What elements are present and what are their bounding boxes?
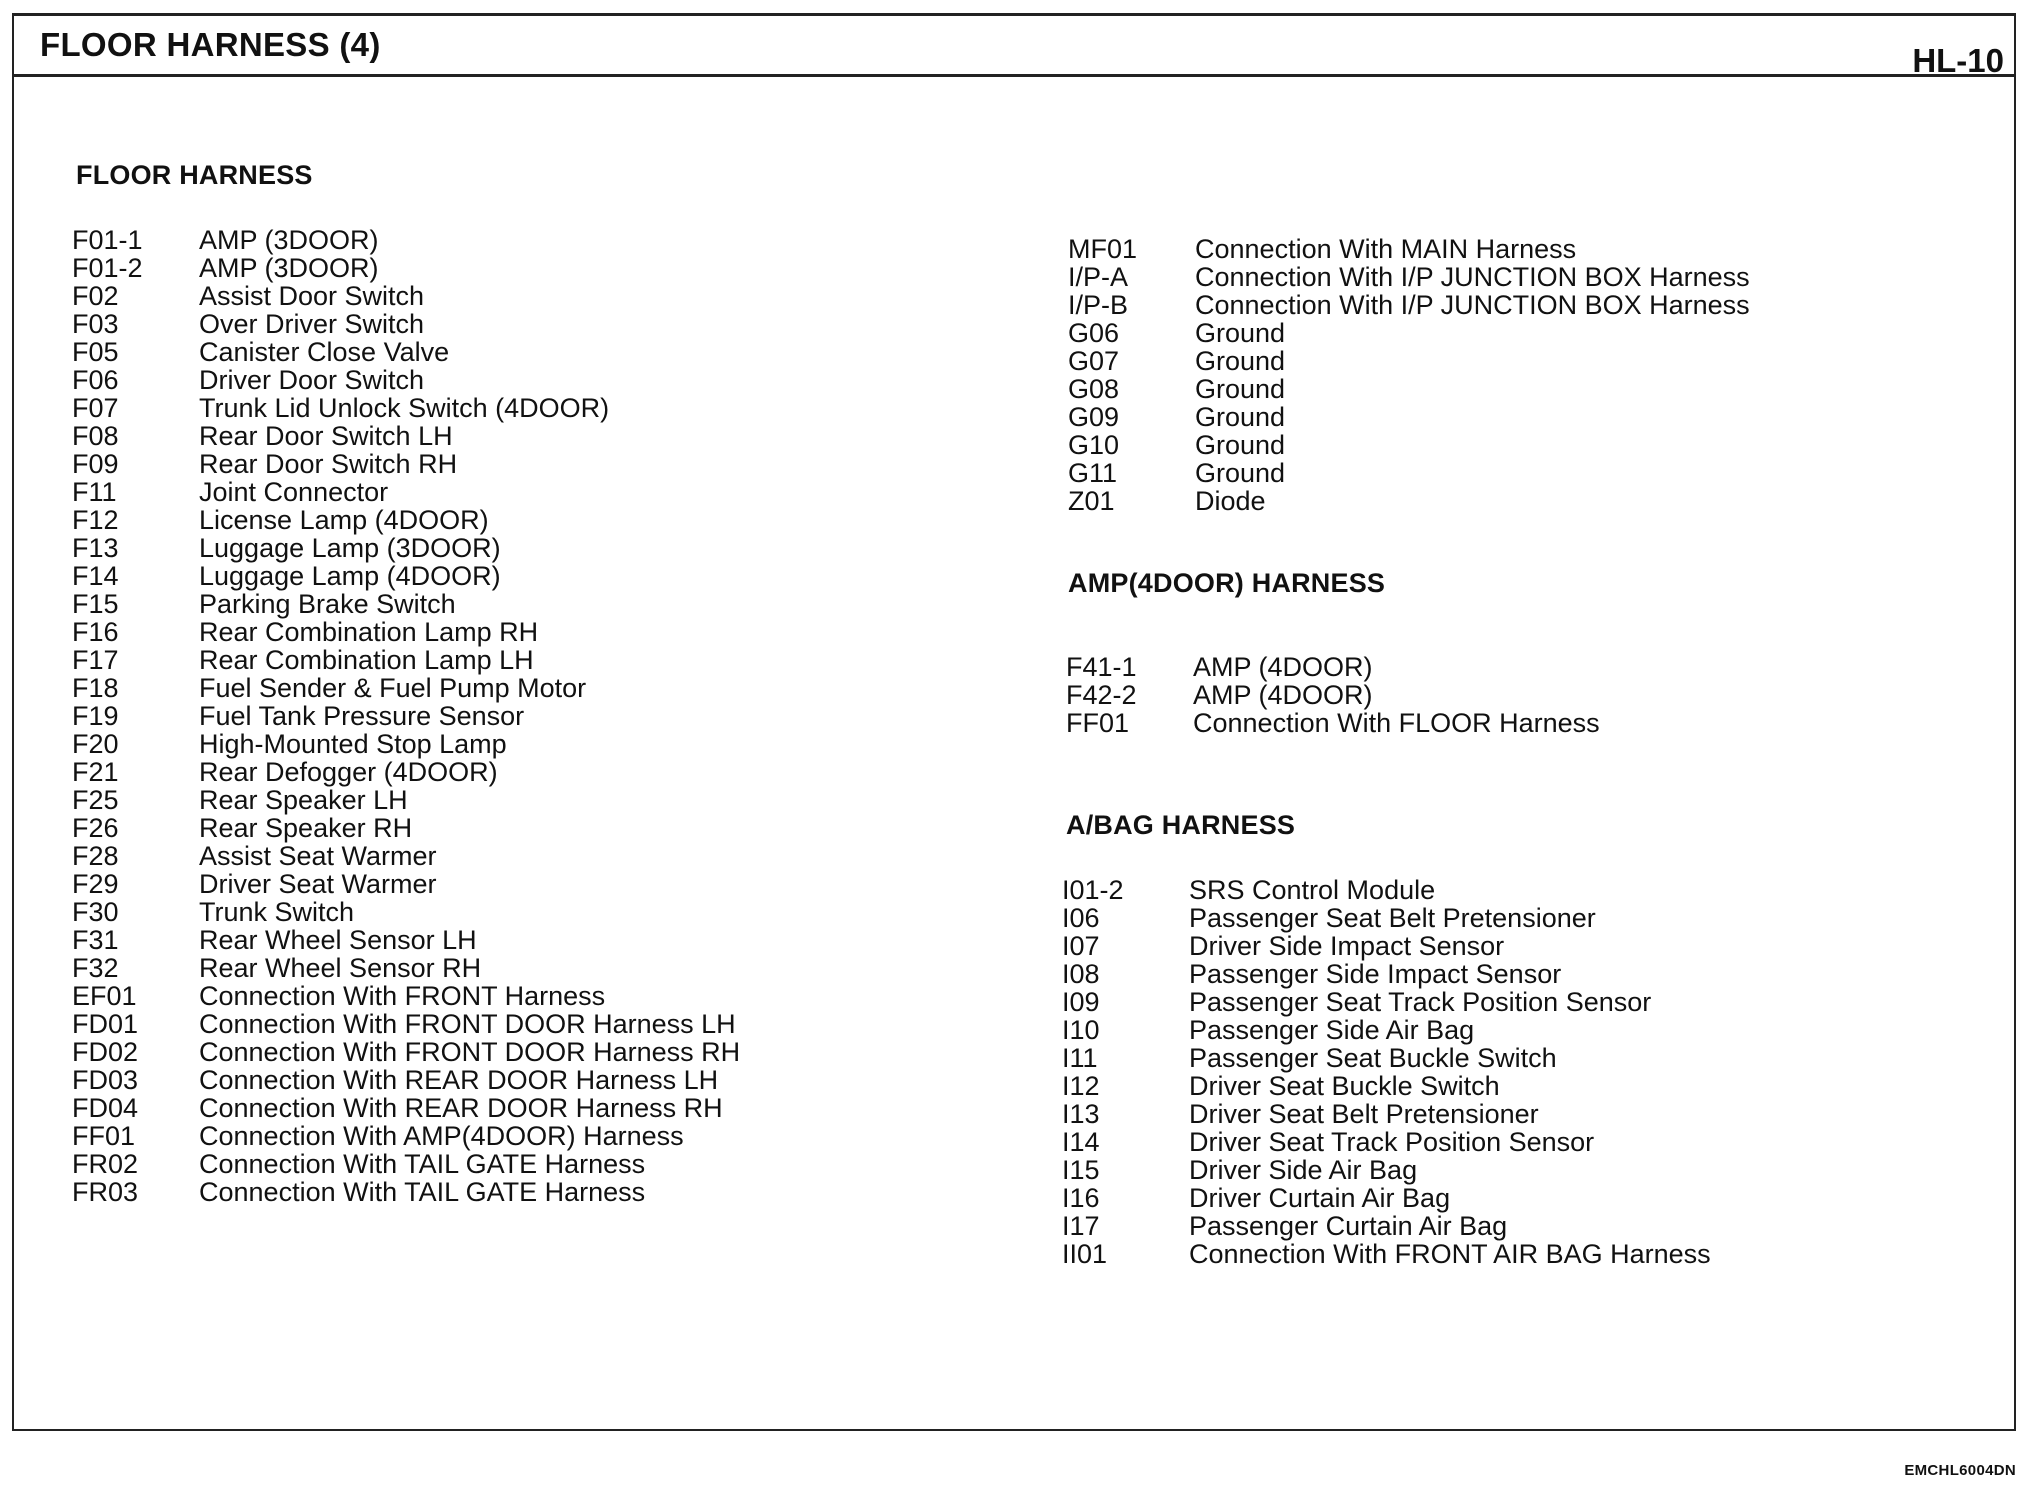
connector-code: G06 [1068, 318, 1120, 348]
connector-description: Passenger Seat Belt Pretensioner [1189, 903, 1596, 933]
connector-code: I14 [1062, 1127, 1100, 1157]
connector-description: Passenger Seat Track Position Sensor [1189, 987, 1652, 1017]
connector-row [72, 478, 740, 506]
connector-row [72, 758, 740, 786]
connector-description: Rear Wheel Sensor RH [199, 953, 482, 983]
connector-description: Driver Seat Buckle Switch [1189, 1071, 1500, 1101]
floor-harness-list [72, 226, 740, 1206]
connector-row [72, 366, 740, 394]
connector-description: Driver Door Switch [199, 365, 425, 395]
connector-code: F06 [72, 365, 119, 395]
connector-row [1068, 319, 1750, 347]
connector-description: Connection With FRONT DOOR Harness RH [199, 1037, 741, 1067]
connector-code: F11 [72, 477, 117, 507]
connector-code: F15 [72, 589, 119, 619]
connector-description: Rear Defogger (4DOOR) [199, 757, 498, 787]
connector-description: Canister Close Valve [199, 337, 450, 367]
connector-row [1068, 403, 1750, 431]
connector-description: AMP (4DOOR) [1193, 680, 1373, 710]
connector-row [1068, 431, 1750, 459]
connector-row [72, 898, 740, 926]
connector-row [72, 702, 740, 730]
connector-code: F26 [72, 813, 119, 843]
connector-description: Connection With FRONT Harness [199, 981, 606, 1011]
connector-code: I07 [1062, 931, 1100, 961]
connector-code: F17 [72, 645, 119, 675]
connector-row [1062, 932, 1711, 960]
abag-harness-list [1062, 876, 1711, 1268]
connector-code: F20 [72, 729, 119, 759]
connector-description: Connection With FLOOR Harness [1193, 708, 1600, 738]
connector-row [72, 450, 740, 478]
connector-code: I16 [1062, 1183, 1100, 1213]
connector-row [1062, 1072, 1711, 1100]
connector-row [72, 1010, 740, 1038]
connector-row [72, 590, 740, 618]
connector-row [1068, 291, 1750, 319]
connector-row [72, 814, 740, 842]
connector-description: Connection With FRONT AIR BAG Harness [1189, 1239, 1711, 1269]
connector-description: Assist Seat Warmer [199, 841, 437, 871]
connector-row [1062, 1240, 1711, 1268]
amp-harness-heading: AMP(4DOOR) HARNESS [1068, 568, 1386, 598]
connector-code: I13 [1062, 1099, 1100, 1129]
connector-row [72, 562, 740, 590]
connector-description: Over Driver Switch [199, 309, 425, 339]
connector-code: F29 [72, 869, 119, 899]
connector-description: Rear Speaker LH [199, 785, 408, 815]
connector-code: G09 [1068, 402, 1120, 432]
connector-description: AMP (3DOOR) [199, 253, 379, 283]
connector-row [1062, 960, 1711, 988]
connector-code: F28 [72, 841, 119, 871]
connector-description: Connection With REAR DOOR Harness RH [199, 1093, 723, 1123]
connector-description: Luggage Lamp (3DOOR) [199, 533, 501, 563]
connector-row [1068, 375, 1750, 403]
connector-code: I06 [1062, 903, 1100, 933]
connector-row [1062, 1044, 1711, 1072]
connector-code: F32 [72, 953, 119, 983]
connector-code: F05 [72, 337, 119, 367]
connector-code: F18 [72, 673, 119, 703]
connector-description: Connection With REAR DOOR Harness LH [199, 1065, 719, 1095]
floor-harness-heading: FLOOR HARNESS [76, 160, 313, 190]
connector-description: Trunk Switch [199, 897, 355, 927]
connector-row [1068, 347, 1750, 375]
connector-description: Diode [1195, 486, 1266, 516]
connector-description: Ground [1195, 402, 1286, 432]
connector-code: FF01 [1066, 708, 1130, 738]
connector-row [72, 282, 740, 310]
connector-code: I12 [1062, 1071, 1100, 1101]
connector-code: F25 [72, 785, 119, 815]
connector-description: Trunk Lid Unlock Switch (4DOOR) [199, 393, 610, 423]
connector-code: I08 [1062, 959, 1100, 989]
connector-code: I09 [1062, 987, 1100, 1017]
connector-row [72, 1094, 740, 1122]
connector-row [72, 534, 740, 562]
connector-description: SRS Control Module [1189, 875, 1436, 905]
connector-code: F31 [72, 925, 119, 955]
connector-code: EF01 [72, 981, 137, 1011]
connector-description: Rear Speaker RH [199, 813, 413, 843]
connector-description: Passenger Side Air Bag [1189, 1015, 1475, 1045]
floor-harness-list-continued [1068, 235, 1750, 515]
connector-row [72, 674, 740, 702]
connector-code: F08 [72, 421, 119, 451]
connector-row [72, 618, 740, 646]
connector-code: I11 [1062, 1043, 1098, 1073]
connector-description: Ground [1195, 430, 1286, 460]
connector-description: Rear Door Switch RH [199, 449, 458, 479]
connector-description: Driver Side Impact Sensor [1189, 931, 1505, 961]
connector-description: Ground [1195, 374, 1286, 404]
connector-row [1068, 235, 1750, 263]
connector-row [72, 394, 740, 422]
connector-description: Connection With MAIN Harness [1195, 234, 1577, 264]
connector-code: I/P-B [1068, 290, 1129, 320]
connector-code: F03 [72, 309, 119, 339]
connector-description: Luggage Lamp (4DOOR) [199, 561, 501, 591]
connector-description: Connection With AMP(4DOOR) Harness [199, 1121, 684, 1151]
connector-code: F19 [72, 701, 119, 731]
connector-row [1062, 876, 1711, 904]
connector-description: Fuel Tank Pressure Sensor [199, 701, 525, 731]
connector-description: Rear Combination Lamp LH [199, 645, 534, 675]
connector-row [72, 310, 740, 338]
connector-description: Ground [1195, 458, 1286, 488]
connector-code: I15 [1062, 1155, 1100, 1185]
connector-description: Connection With TAIL GATE Harness [199, 1149, 646, 1179]
connector-row [72, 646, 740, 674]
connector-row [1062, 1016, 1711, 1044]
connector-row [72, 1122, 740, 1150]
connector-code: I01-2 [1062, 875, 1124, 905]
connector-code: FD02 [72, 1037, 139, 1067]
connector-code: F02 [72, 281, 119, 311]
connector-description: Joint Connector [199, 477, 389, 507]
connector-row [1066, 709, 1600, 737]
connector-row [72, 254, 740, 282]
connector-row [1062, 1184, 1711, 1212]
page-id: HL-10 [1912, 42, 2004, 79]
connector-description: Ground [1195, 346, 1286, 376]
document-code: EMCHL6004DN [1904, 1462, 2016, 1479]
connector-code: F09 [72, 449, 119, 479]
connector-row [1066, 653, 1600, 681]
connector-row [1062, 1100, 1711, 1128]
connector-row [72, 1150, 740, 1178]
connector-row [72, 506, 740, 534]
connector-code: FR03 [72, 1177, 139, 1207]
connector-code: F01-1 [72, 225, 143, 255]
header-divider [14, 74, 2014, 77]
connector-code: I10 [1062, 1015, 1100, 1045]
connector-row [1062, 904, 1711, 932]
connector-row [72, 226, 740, 254]
connector-code: FF01 [72, 1121, 136, 1151]
connector-row [72, 1038, 740, 1066]
connector-code: MF01 [1068, 234, 1138, 264]
connector-code: I17 [1062, 1211, 1100, 1241]
connector-code: G08 [1068, 374, 1120, 404]
connector-code: I/P-A [1068, 262, 1129, 292]
connector-row [1068, 487, 1750, 515]
connector-code: F42-2 [1066, 680, 1137, 710]
connector-description: Passenger Seat Buckle Switch [1189, 1043, 1557, 1073]
connector-code: F41-1 [1066, 652, 1137, 682]
connector-code: FR02 [72, 1149, 139, 1179]
connector-code: G10 [1068, 430, 1120, 460]
connector-description: License Lamp (4DOOR) [199, 505, 489, 535]
connector-code: II01 [1062, 1239, 1108, 1269]
amp-harness-list [1066, 653, 1600, 737]
connector-code: F01-2 [72, 253, 143, 283]
connector-row [1062, 1212, 1711, 1240]
connector-row [72, 338, 740, 366]
connector-row [72, 1066, 740, 1094]
page-title: FLOOR HARNESS (4) [40, 26, 381, 63]
connector-description: Connection With TAIL GATE Harness [199, 1177, 646, 1207]
connector-row [72, 842, 740, 870]
connector-description: AMP (4DOOR) [1193, 652, 1373, 682]
connector-description: Connection With I/P JUNCTION BOX Harness [1195, 262, 1750, 292]
connector-row [72, 954, 740, 982]
connector-description: Driver Seat Warmer [199, 869, 437, 899]
connector-row [1062, 988, 1711, 1016]
connector-row [72, 730, 740, 758]
connector-row [72, 1178, 740, 1206]
connector-row [1068, 459, 1750, 487]
connector-row [72, 870, 740, 898]
connector-description: Connection With I/P JUNCTION BOX Harness [1195, 290, 1750, 320]
connector-code: F16 [72, 617, 119, 647]
connector-description: AMP (3DOOR) [199, 225, 379, 255]
connector-code: F30 [72, 897, 119, 927]
connector-description: Connection With FRONT DOOR Harness LH [199, 1009, 736, 1039]
connector-row [1068, 263, 1750, 291]
connector-description: Passenger Side Impact Sensor [1189, 959, 1562, 989]
connector-row [72, 422, 740, 450]
connector-row [72, 926, 740, 954]
connector-description: Driver Seat Belt Pretensioner [1189, 1099, 1539, 1129]
connector-row [72, 786, 740, 814]
connector-code: Z01 [1068, 486, 1115, 516]
connector-code: FD03 [72, 1065, 139, 1095]
connector-description: Fuel Sender & Fuel Pump Motor [199, 673, 587, 703]
connector-description: Parking Brake Switch [199, 589, 456, 619]
connector-row [1066, 681, 1600, 709]
connector-description: Rear Door Switch LH [199, 421, 453, 451]
connector-row [1062, 1128, 1711, 1156]
connector-description: Driver Side Air Bag [1189, 1155, 1418, 1185]
abag-harness-heading: A/BAG HARNESS [1066, 810, 1296, 840]
connector-description: Rear Combination Lamp RH [199, 617, 539, 647]
connector-description: Assist Door Switch [199, 281, 425, 311]
connector-row [1062, 1156, 1711, 1184]
connector-code: F12 [72, 505, 119, 535]
connector-code: F21 [72, 757, 119, 787]
connector-row [72, 982, 740, 1010]
connector-description: Rear Wheel Sensor LH [199, 925, 477, 955]
connector-description: Ground [1195, 318, 1286, 348]
connector-code: G11 [1068, 458, 1118, 488]
connector-description: Driver Curtain Air Bag [1189, 1183, 1451, 1213]
connector-code: FD01 [72, 1009, 139, 1039]
connector-code: F13 [72, 533, 119, 563]
connector-code: F14 [72, 561, 119, 591]
connector-code: FD04 [72, 1093, 139, 1123]
connector-code: G07 [1068, 346, 1120, 376]
connector-description: Passenger Curtain Air Bag [1189, 1211, 1508, 1241]
connector-description: Driver Seat Track Position Sensor [1189, 1127, 1595, 1157]
connector-description: High-Mounted Stop Lamp [199, 729, 507, 759]
connector-code: F07 [72, 393, 119, 423]
